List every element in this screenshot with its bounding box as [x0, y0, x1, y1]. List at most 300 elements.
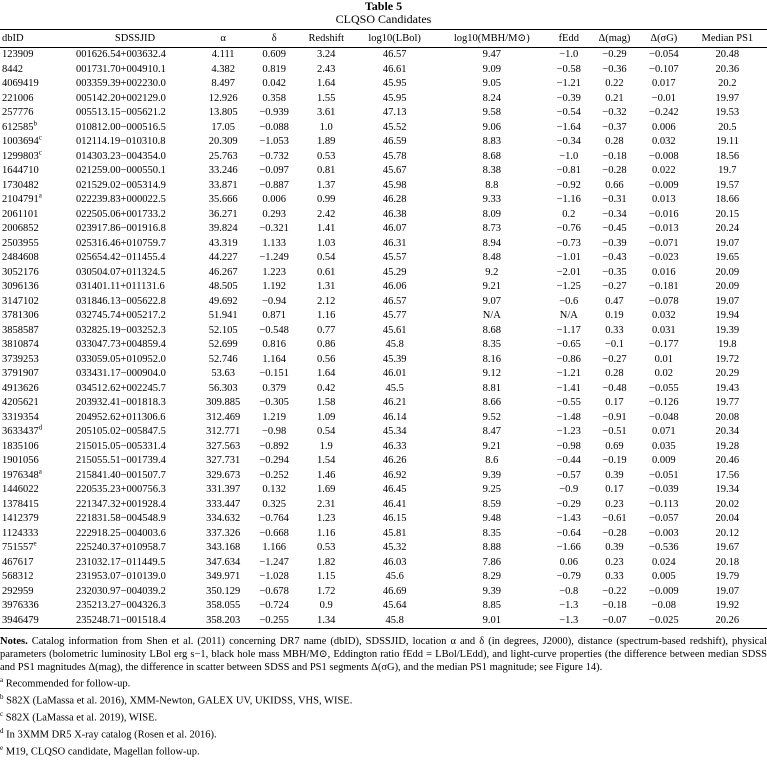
- cell-mbh: 9.33: [482, 194, 501, 205]
- cell-median-ps1: 19.92: [715, 600, 740, 611]
- cell-lbol: 45.32: [382, 542, 407, 553]
- cell-mbh: 8.68: [482, 150, 501, 162]
- cell-lbol: 46.06: [382, 281, 407, 292]
- cell-dmag: −0.07: [589, 614, 640, 629]
- cell-lbol: 45.64: [382, 600, 407, 611]
- cell-dsigma: −0.048: [649, 411, 679, 423]
- cell-dsigma: −0.008: [649, 150, 679, 162]
- cell-mbh: 9.07: [482, 295, 501, 307]
- cell-dsigma: −0.013: [649, 223, 679, 234]
- cell-median-ps1: 19.94: [715, 310, 740, 321]
- cell-mbh: 8.6: [485, 455, 499, 466]
- cell-mbh: 8.68: [482, 324, 501, 336]
- notes-lead: Notes.: [0, 636, 28, 647]
- cell-dbid: [0, 585, 74, 600]
- cell-alpha: 56.303: [208, 382, 238, 394]
- table-header: [0, 30, 767, 48]
- dbid-value: 467617: [2, 556, 34, 568]
- cell-fedd: 0.06: [559, 556, 578, 568]
- cell-dsigma: −0.055: [649, 382, 679, 394]
- cell-fedd: −0.44: [556, 455, 581, 466]
- cell-delta: −0.732: [259, 150, 289, 162]
- cell-median-ps1: 19.8: [718, 339, 737, 350]
- cell-redshift: 1.64: [317, 368, 336, 379]
- cell-mbh: 8.81: [482, 382, 501, 394]
- cell-mbh: 8.83: [482, 136, 501, 147]
- cell-delta: 1.164: [262, 353, 286, 365]
- cell-dsigma: −0.039: [649, 484, 679, 495]
- cell-alpha: 39.824: [208, 223, 238, 234]
- cell-mbh: 8.47: [482, 426, 501, 437]
- cell-sdssjid: 231032.17−011449.5: [76, 556, 166, 568]
- cell-alpha: 312.469: [206, 411, 241, 423]
- cell-redshift: 0.54: [317, 426, 336, 437]
- cell-redshift: 1.09: [317, 411, 336, 423]
- cell-dmag: 0.21: [605, 92, 624, 104]
- cell-dbid: [0, 483, 74, 498]
- footnote-marker: b: [33, 119, 37, 127]
- table-notes: [0, 635, 767, 674]
- cell-dsigma: 0.035: [652, 440, 676, 452]
- cell-median-ps1: 20.36: [715, 63, 740, 75]
- cell-sdssjid: 235248.71−001518.4: [74, 614, 196, 629]
- cell-dbid: [0, 309, 74, 324]
- dbid-value: 2503955: [2, 237, 39, 249]
- cell-mbh: N/A: [482, 310, 501, 321]
- cell-fedd: −1.16: [556, 194, 581, 205]
- cell-dsigma: −0.078: [649, 295, 679, 307]
- table-row: [0, 48, 767, 63]
- cell-lbol: 47.13: [382, 107, 407, 118]
- cell-median-ps1: 20.04: [715, 513, 740, 524]
- dbid-value: 3096136: [2, 281, 39, 292]
- cell-mbh: 9.05: [482, 78, 501, 89]
- cell-median-ps1: 20.46: [715, 455, 740, 466]
- cell-delta: 1.219: [262, 411, 286, 423]
- cell-dsigma: 0.071: [652, 426, 676, 437]
- cell-dsigma: −0.071: [649, 237, 679, 249]
- cell-alpha: 350.129: [206, 585, 241, 597]
- cell-delta: 0.325: [262, 498, 286, 510]
- cell-dmag: −0.48: [602, 382, 627, 394]
- cell-dmag: 0.39: [605, 542, 624, 553]
- table-row: [0, 208, 767, 223]
- cell-lbol: 45.67: [382, 165, 407, 176]
- cell-median-ps1: 20.08: [715, 411, 740, 423]
- cell-redshift: 0.61: [317, 266, 336, 278]
- cell-mbh: 8.8: [485, 179, 499, 191]
- cell-fedd: −0.9: [559, 484, 579, 495]
- table-row: [0, 599, 767, 614]
- cell-redshift: 0.53: [317, 542, 336, 553]
- cell-redshift: 1.03: [317, 237, 336, 249]
- cell-sdssjid: 022505.06+001733.2: [76, 208, 166, 220]
- cell-redshift: 1.89: [317, 136, 336, 147]
- cell-dmag: −0.29: [602, 49, 627, 60]
- table-row: [0, 222, 767, 237]
- cell-sdssjid: 033059.05+010952.0: [76, 353, 166, 365]
- cell-sdssjid: 034512.62+002245.7: [76, 382, 166, 394]
- cell-alpha: 44.227: [208, 252, 238, 263]
- col-header-lbol: log10(LBol): [354, 30, 434, 48]
- dbid-value: 3858587: [2, 324, 39, 336]
- cell-lbol: 45.6: [385, 571, 404, 582]
- cell-delta: −0.252: [259, 469, 289, 481]
- dbid-value: 123909: [2, 49, 34, 60]
- cell-sdssjid: 030504.07+011324.5: [76, 266, 166, 278]
- dbid-value: 612585: [2, 121, 34, 133]
- footnote-marker: d: [38, 423, 43, 432]
- cell-mbh: 8.35: [482, 339, 501, 350]
- cell-dsigma: −0.126: [649, 397, 679, 408]
- cell-delta: −0.892: [259, 440, 289, 452]
- cell-dsigma: −0.051: [649, 469, 679, 481]
- cell-lbol: 45.81: [382, 527, 407, 539]
- cell-dbid: [0, 222, 74, 237]
- table-row: [0, 92, 767, 107]
- cell-alpha: 48.505: [208, 281, 238, 292]
- cell-delta: 0.816: [262, 339, 286, 350]
- footnotes: [0, 674, 767, 759]
- cell-median-ps1: 19.79: [715, 571, 740, 582]
- footnote-text: Recommended for follow-up.: [5, 678, 131, 690]
- cell-dbid: [0, 208, 74, 223]
- cell-alpha: 20.309: [208, 136, 238, 147]
- cell-mbh: 8.29: [482, 571, 501, 582]
- table-row: [0, 251, 767, 266]
- cell-mbh: 9.39: [482, 585, 501, 597]
- cell-alpha: 36.271: [208, 208, 238, 220]
- cell-dmag: −0.35: [602, 266, 627, 278]
- cell-dbid: [0, 498, 74, 513]
- dbid-value: 4069419: [2, 78, 39, 89]
- table-number: Table 5: [364, 0, 403, 13]
- cell-sdssjid: 205105.02−005847.5: [76, 426, 166, 437]
- cell-delta: −0.548: [259, 324, 289, 336]
- cell-dbid: [0, 570, 74, 585]
- table-row: [0, 164, 767, 179]
- dbid-value: 8442: [2, 63, 23, 75]
- cell-median-ps1: 20.26: [688, 614, 767, 629]
- cell-fedd: −1.21: [556, 78, 581, 89]
- cell-fedd: −1.17: [556, 324, 581, 336]
- cell-dbid: [0, 266, 74, 281]
- dbid-value: 1299803: [2, 150, 39, 162]
- cell-dbid: [0, 237, 74, 252]
- cell-dsigma: −0.025: [640, 614, 688, 629]
- cell-dmag: −0.31: [602, 194, 627, 205]
- cell-mbh: 9.2: [485, 266, 499, 278]
- cell-alpha: 53.63: [211, 368, 235, 379]
- cell-fedd: −0.65: [556, 339, 581, 350]
- cell-redshift: 0.81: [317, 165, 336, 176]
- dbid-value: 2061101: [2, 208, 39, 220]
- footnote-item: [0, 708, 767, 725]
- table-row: [0, 411, 767, 426]
- cell-median-ps1: 19.72: [715, 353, 740, 365]
- cell-sdssjid: 032825.19−003252.3: [76, 324, 166, 336]
- dbid-value: 1835106: [2, 440, 39, 452]
- cell-delta: −0.887: [259, 179, 289, 191]
- cell-lbol: 46.14: [382, 411, 407, 423]
- cell-lbol: 46.59: [382, 136, 407, 147]
- cell-sdssjid: 231953.07−010139.0: [76, 571, 166, 582]
- footnote-item: [0, 674, 767, 691]
- cell-mbh: 8.16: [482, 353, 501, 365]
- cell-sdssjid: 021529.02−005314.9: [76, 179, 166, 191]
- table-row: [0, 367, 767, 382]
- cell-sdssjid: 003359.39+002230.0: [76, 78, 166, 89]
- cell-lbol: 45.8: [385, 339, 404, 350]
- cell-redshift: 1.34: [298, 614, 354, 629]
- cell-dbid: [0, 454, 74, 469]
- cell-dmag: −0.22: [602, 585, 627, 597]
- table-row: [0, 237, 767, 252]
- cell-lbol: 45.8: [354, 614, 434, 629]
- cell-dmag: 0.33: [605, 571, 624, 582]
- cell-fedd: −0.92: [556, 179, 581, 191]
- cell-fedd: −1.0: [559, 49, 579, 60]
- cell-dmag: −0.34: [602, 208, 627, 220]
- cell-dbid: [0, 106, 74, 121]
- col-header-dbid: dbID: [0, 30, 74, 48]
- cell-lbol: 46.03: [382, 556, 407, 568]
- cell-dbid: [0, 396, 74, 411]
- table-row: [0, 614, 767, 629]
- cell-lbol: 45.61: [382, 324, 407, 336]
- cell-median-ps1: 20.48: [715, 49, 740, 60]
- cell-mbh: 8.38: [482, 165, 501, 176]
- cell-dmag: −0.51: [602, 426, 627, 437]
- cell-dmag: 0.69: [605, 440, 624, 452]
- cell-alpha: 327.563: [206, 440, 241, 452]
- table-caption: [0, 0, 767, 26]
- cell-median-ps1: 19.07: [715, 585, 740, 597]
- footnote-mark: d: [0, 727, 4, 735]
- cell-lbol: 46.69: [382, 585, 407, 597]
- cell-dmag: −0.91: [602, 411, 627, 423]
- cell-fedd: −0.54: [556, 107, 581, 118]
- dbid-value: 3052176: [2, 266, 39, 278]
- cell-dmag: −0.18: [602, 600, 627, 611]
- cell-median-ps1: 19.11: [715, 136, 739, 147]
- cell-delta: −1.053: [259, 136, 289, 147]
- cell-dmag: 0.33: [605, 324, 624, 336]
- cell-fedd: −1.0: [559, 150, 579, 162]
- footnote-text: In 3XMM DR5 X-ray catalog (Rosen et al. 2016).: [6, 729, 217, 741]
- dbid-value: 3147102: [2, 295, 39, 307]
- cell-delta: −0.764: [259, 513, 289, 524]
- cell-dsigma: −0.113: [649, 498, 679, 510]
- col-header-dsigma: Δ(σG): [640, 30, 688, 48]
- cell-sdssjid: 221831.58−004548.9: [76, 513, 166, 524]
- cell-alpha: 12.926: [208, 92, 238, 104]
- cell-median-ps1: 19.77: [715, 397, 740, 408]
- cell-alpha: 4.382: [211, 63, 235, 75]
- cell-lbol: 46.31: [382, 237, 407, 249]
- cell-mbh: 7.86: [482, 556, 501, 568]
- cell-dbid: [0, 556, 74, 571]
- cell-dsigma: 0.032: [652, 310, 676, 321]
- cell-median-ps1: 19.34: [715, 484, 740, 495]
- cell-median-ps1: 17.56: [715, 469, 740, 481]
- cell-median-ps1: 19.07: [715, 295, 740, 307]
- footnote-mark: a: [0, 676, 4, 684]
- dbid-value: 3810874: [2, 339, 39, 350]
- cell-dmag: 0.22: [605, 78, 624, 89]
- cell-dsigma: −0.016: [649, 208, 679, 220]
- cell-redshift: 1.23: [317, 513, 336, 524]
- cell-dbid: [0, 541, 74, 556]
- table-row: [0, 77, 767, 92]
- col-header-sdssjid: SDSSJID: [74, 30, 196, 48]
- cell-delta: −0.321: [259, 223, 289, 234]
- cell-dmag: −0.43: [602, 252, 627, 263]
- cell-dmag: −0.36: [602, 63, 627, 75]
- cell-fedd: −1.01: [556, 252, 581, 263]
- cell-sdssjid: 222918.25−004003.6: [76, 527, 166, 539]
- cell-delta: 0.132: [262, 484, 286, 495]
- cell-redshift: 2.42: [317, 208, 336, 220]
- cell-mbh: 8.66: [482, 397, 501, 408]
- cell-mbh: 8.24: [482, 92, 501, 104]
- cell-lbol: 46.15: [382, 513, 407, 524]
- cell-alpha: 33.871: [208, 179, 238, 191]
- table-row: [0, 498, 767, 513]
- cell-dmag: 0.23: [605, 556, 624, 568]
- cell-delta: 0.379: [262, 382, 286, 394]
- cell-dbid: [0, 512, 74, 527]
- cell-dbid: [0, 77, 74, 92]
- cell-median-ps1: 20.24: [715, 223, 740, 234]
- cell-fedd: −1.48: [556, 411, 581, 423]
- cell-delta: 0.358: [262, 92, 286, 104]
- cell-dbid: [0, 193, 74, 208]
- table-row: [0, 179, 767, 194]
- dbid-value: 257776: [2, 107, 34, 118]
- cell-dbid: [0, 280, 74, 295]
- cell-redshift: 1.16: [317, 527, 336, 539]
- cell-redshift: 1.16: [317, 310, 336, 321]
- cell-redshift: 1.82: [317, 556, 336, 568]
- col-header-alpha: α: [196, 30, 250, 48]
- dbid-value: 1644710: [2, 165, 39, 176]
- cell-delta: 0.293: [262, 208, 286, 220]
- table-row: [0, 425, 767, 440]
- cell-fedd: −1.66: [556, 542, 581, 553]
- cell-delta: −0.294: [259, 455, 289, 466]
- cell-delta: −0.678: [259, 585, 289, 597]
- clqso-table: [0, 29, 767, 629]
- cell-lbol: 45.39: [382, 353, 407, 365]
- cell-lbol: 46.26: [382, 455, 407, 466]
- cell-delta: 0.609: [262, 49, 286, 60]
- cell-redshift: 1.37: [317, 179, 336, 191]
- cell-delta: 1.223: [262, 266, 286, 278]
- cell-dbid: [0, 411, 74, 426]
- cell-dsigma: −0.023: [649, 252, 679, 263]
- cell-dsigma: −0.107: [649, 63, 679, 75]
- cell-alpha: 334.632: [206, 513, 241, 524]
- cell-alpha: 52.105: [208, 324, 238, 336]
- cell-dsigma: 0.017: [652, 78, 676, 89]
- cell-dbid: [0, 367, 74, 382]
- dbid-value: 1412379: [2, 513, 39, 524]
- cell-dbid: [0, 599, 74, 614]
- table-row: [0, 483, 767, 498]
- dbid-value: 1446022: [2, 484, 39, 495]
- cell-dbid: [0, 469, 74, 484]
- cell-redshift: 1.46: [317, 469, 336, 481]
- cell-lbol: 46.38: [382, 208, 407, 220]
- cell-dsigma: 0.02: [654, 368, 673, 379]
- cell-delta: 0.819: [262, 63, 286, 75]
- cell-mbh: 8.85: [482, 600, 501, 611]
- cell-delta: −0.088: [259, 121, 289, 133]
- cell-median-ps1: 18.56: [715, 150, 740, 162]
- cell-sdssjid: 025316.46+010759.7: [76, 237, 166, 249]
- cell-sdssjid: 220535.23+000756.3: [76, 484, 166, 495]
- table-row: [0, 353, 767, 368]
- cell-delta: −1.249: [259, 252, 289, 263]
- cell-lbol: 45.78: [382, 150, 407, 162]
- cell-delta: −1.247: [259, 556, 289, 568]
- dbid-value: 292959: [2, 585, 34, 597]
- dbid-value: 1378415: [2, 498, 39, 510]
- cell-dmag: −0.18: [602, 150, 627, 162]
- footnote-mark: c: [0, 710, 4, 718]
- cell-sdssjid: 021259.00−000550.1: [76, 165, 166, 176]
- dbid-value: 3781306: [2, 310, 39, 321]
- cell-redshift: 1.69: [317, 484, 336, 495]
- cell-fedd: −1.64: [556, 121, 581, 133]
- cell-dsigma: −0.01: [651, 92, 676, 104]
- cell-dmag: −0.28: [602, 165, 627, 176]
- dbid-value: 3946479: [2, 614, 39, 626]
- cell-dsigma: 0.006: [652, 121, 676, 133]
- cell-dsigma: −0.08: [651, 600, 676, 611]
- dbid-value: 4913626: [2, 382, 39, 394]
- cell-redshift: 1.31: [317, 281, 336, 292]
- cell-delta: −0.668: [259, 527, 289, 539]
- table-row: [0, 280, 767, 295]
- cell-dmag: 0.39: [605, 469, 624, 481]
- cell-lbol: 45.57: [382, 252, 407, 263]
- cell-sdssjid: 005142.20+002129.0: [76, 92, 166, 104]
- table-row: [0, 63, 767, 78]
- table-row: [0, 382, 767, 397]
- dbid-value: 1976348: [2, 469, 39, 481]
- cell-median-ps1: 18.66: [715, 194, 740, 205]
- cell-sdssjid: 215055.51−001739.4: [76, 455, 166, 466]
- cell-sdssjid: 215015.05−005331.4: [76, 440, 166, 452]
- cell-median-ps1: 19.57: [715, 179, 740, 191]
- cell-fedd: −0.86: [556, 353, 581, 365]
- cell-dmag: −0.19: [602, 455, 627, 466]
- cell-lbol: 45.29: [382, 266, 407, 278]
- cell-redshift: 0.42: [317, 382, 336, 394]
- cell-dbid: [0, 440, 74, 455]
- cell-delta: −0.097: [259, 165, 289, 176]
- dbid-value: 3739253: [2, 353, 39, 365]
- table-row: [0, 150, 767, 165]
- cell-redshift: 0.86: [317, 339, 336, 350]
- footnote-text: S82X (LaMassa et al. 2016), XMM-Newton, GALEX UV, UKIDSS, VHS, WISE.: [6, 695, 353, 707]
- cell-redshift: 1.0: [319, 121, 333, 133]
- cell-dmag: −0.28: [602, 527, 627, 539]
- cell-redshift: 2.12: [317, 295, 336, 307]
- cell-dsigma: −0.009: [649, 179, 679, 191]
